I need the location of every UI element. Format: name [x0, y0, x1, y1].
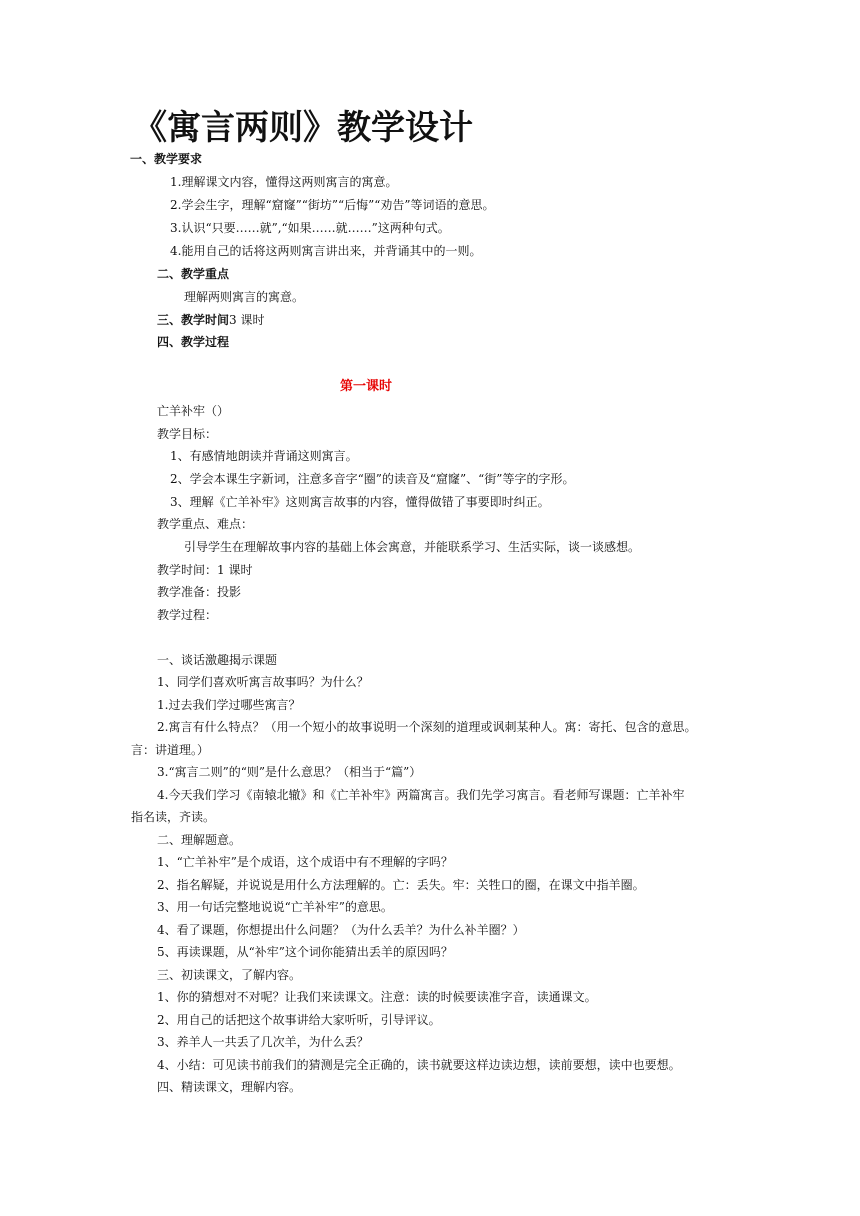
body-line: 1、你的猜想对不对呢？让我们来读课文。注意：读的时候要读准字音，读通课文。 [157, 990, 597, 1004]
body-line: 4、小结：可见读书前我们的猜测是完全正确的，读书就要这样边读边想，读前要想，读中也要想。 [157, 1058, 681, 1072]
requirement-item: 1.理解课文内容，懂得这两则寓言的寓意。 [170, 175, 398, 189]
lesson-title: 第一课时 [340, 379, 393, 394]
goals-label: 教学目标： [157, 427, 218, 441]
body-line: 3、养羊人一共丢了几次羊，为什么丢？ [157, 1035, 369, 1049]
section-time [157, 311, 264, 329]
body-line: 3、用一句话完整地说说“亡羊补牢”的意思。 [157, 900, 393, 914]
goal-item: 2、学会本课生字新词，注意多音字“圈”的读音及“窟窿”、“街”等字的字形。 [170, 472, 575, 486]
body-line: 四、精读课文，理解内容。 [157, 1080, 302, 1094]
requirement-item: 3.认识“只要……就”,“如果……就……”这两种句式。 [170, 221, 450, 235]
body-line: 4.今天我们学习《南辕北辙》和《亡羊补牢》两篇寓言。我们先学习寓言。看老师写课题：亡羊补牢 [157, 788, 685, 802]
focus-text: 理解两则寓言的寓意。 [184, 290, 305, 304]
body-line: 言：讲道理。） [131, 743, 210, 757]
requirement-item: 4.能用自己的话将这两则寓言讲出来，并背诵其中的一则。 [170, 244, 482, 258]
goal-item: 1、有感情地朗读并背诵这则寓言。 [170, 449, 358, 463]
section-time-value: 3 课时 [229, 313, 265, 327]
body-line: 1、同学们喜欢听寓言故事吗？为什么？ [157, 675, 369, 689]
section-heading-focus: 二、教学重点 [157, 267, 230, 281]
lesson-name: 亡羊补牢（） [157, 404, 230, 418]
body-line: 4、看了课题，你想提出什么问题？（为什么丢羊？为什么补羊圈？） [157, 923, 525, 937]
goal-item: 3、理解《亡羊补牢》这则寓言故事的内容，懂得做错了事要即时纠正。 [170, 495, 550, 509]
body-line: 二、理解题意。 [157, 833, 242, 847]
section-heading-process: 四、教学过程 [157, 335, 230, 349]
body-line: 1.过去我们学过哪些寓言？ [157, 698, 301, 712]
body-line: 1、“亡羊补牢”是个成语，这个成语中有不理解的字吗？ [157, 855, 453, 869]
body-line: 2、用自己的话把这个故事讲给大家听听，引导评议。 [157, 1013, 441, 1027]
body-line: 一、谈话激趣揭示课题 [157, 653, 278, 667]
lesson-prep: 教学准备：投影 [157, 585, 242, 599]
lesson-time: 教学时间：1 课时 [157, 563, 253, 577]
body-line: 5、再读课题，从“补牢”这个词你能猜出丢羊的原因吗？ [157, 945, 453, 959]
key-label: 教学重点、难点： [157, 517, 254, 531]
lesson-process: 教学过程： [157, 608, 218, 622]
requirement-item: 2.学会生字，理解“窟窿”“街坊”“后悔”“劝告”等词语的意思。 [170, 198, 495, 212]
body-line: 2.寓言有什么特点？（用一个短小的故事说明一个深刻的道理或讽刺某种人。寓：寄托、包含的意思。 [157, 720, 697, 734]
section-heading-time: 三、教学时间 [157, 313, 230, 327]
body-line: 三、初读课文，了解内容。 [157, 968, 302, 982]
body-line: 2、指名解疑，并说说是用什么方法理解的。亡：丢失。牢：关牲口的圈，在课文中指羊圈。 [157, 878, 645, 892]
body-line: 指名读，齐读。 [131, 810, 216, 824]
key-text: 引导学生在理解故事内容的基础上体会寓意，并能联系学习、生活实际，谈一谈感想。 [184, 540, 641, 554]
document-title: 《寓言两则》教学设计 [133, 108, 473, 148]
section-heading-requirements: 一、教学要求 [130, 152, 203, 166]
body-line: 3.“寓言二则”的“则”是什么意思？（相当于“篇”） [157, 765, 422, 779]
